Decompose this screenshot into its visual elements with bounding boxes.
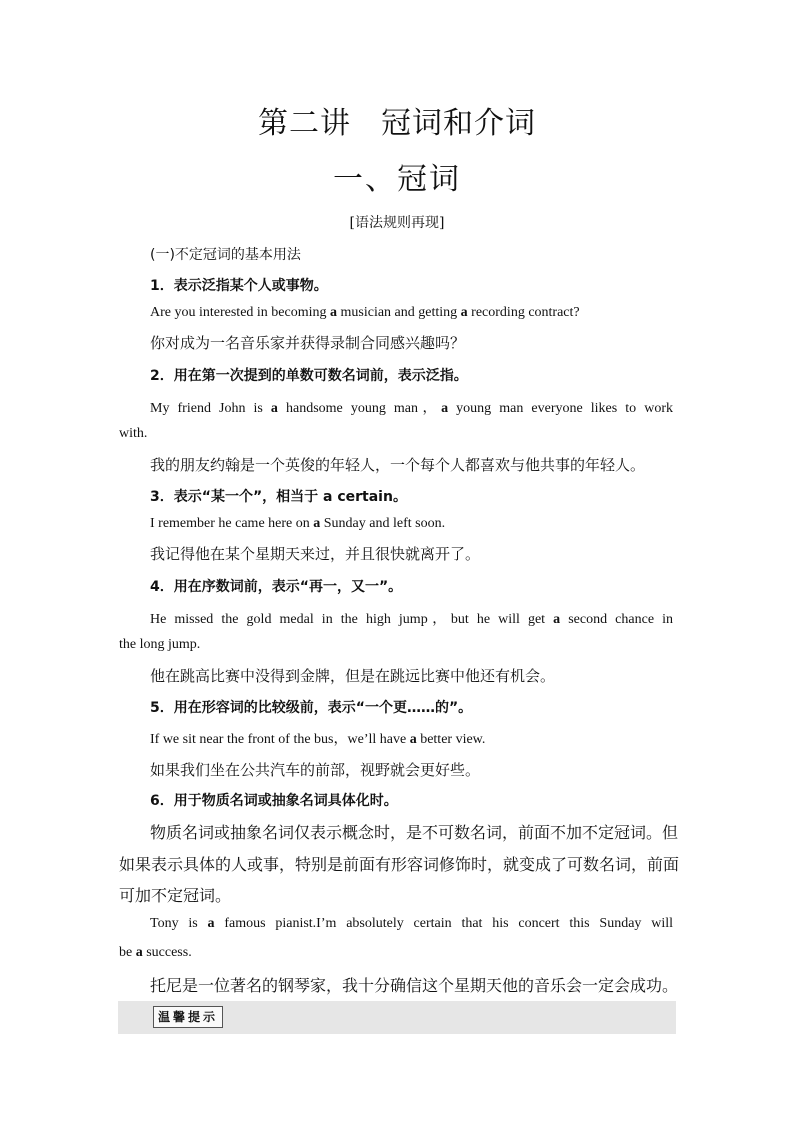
example-en-4-line2: the long jump. bbox=[119, 637, 201, 652]
lecture-topic: 冠词和介词 bbox=[381, 106, 536, 141]
rule-heading-3: 3．表示“某一个”，相当于 a certain。 bbox=[150, 489, 407, 505]
example-cn-4: 他在跳高比赛中没得到金牌，但是在跳远比赛中他还有机会。 bbox=[150, 667, 556, 685]
rule-heading-4: 4．用在序数词前，表示“再一，又一”。 bbox=[150, 579, 403, 595]
example-en-4-line1: He missed the gold medal in the high jump，but he will get a second chance in bbox=[150, 612, 674, 627]
example-en-2-line2: with. bbox=[119, 426, 148, 441]
example-en-5: If we sit near the front of the bus，we’ll have a better view. bbox=[150, 732, 486, 747]
tip-label: 温馨提示 bbox=[153, 1006, 223, 1028]
explanation-line-2: 如果表示具体的人或事，特别是前面有形容词修饰时，就变成了可数名词，前面 bbox=[119, 855, 680, 874]
lecture-title bbox=[0, 98, 794, 142]
rule-heading-1: 1．表示泛指某个人或事物。 bbox=[150, 278, 328, 294]
explanation-line-3: 可加不定冠词。 bbox=[119, 886, 232, 905]
lecture-number: 第二讲 bbox=[258, 106, 351, 141]
example-cn-3: 我记得他在某个星期天来过，并且很快就离开了。 bbox=[150, 545, 481, 563]
rule-heading-2: 2．用在第一次提到的单数可数名词前，表示泛指。 bbox=[150, 368, 468, 384]
example-en-1: Are you interested in becoming a musician and getting a recording contract? bbox=[150, 305, 580, 320]
section-subtitle: [语法规则再现] bbox=[349, 215, 445, 231]
example-cn-6: 托尼是一位著名的钢琴家，我十分确信这个星期天他的音乐会一定会成功。 bbox=[150, 976, 679, 995]
example-en-2-line1: My friend John is a handsome young man，a young man everyone likes to work bbox=[150, 401, 673, 416]
example-cn-5: 如果我们坐在公共汽车的前部，视野就会更好些。 bbox=[150, 761, 481, 779]
tip-bar bbox=[118, 1001, 676, 1034]
rule-heading-6: 6．用于物质名词或抽象名词具体化时。 bbox=[150, 793, 398, 809]
group-heading: (一)不定冠词的基本用法 bbox=[150, 247, 301, 263]
example-en-6-line1: Tony is a famous pianist.I’m absolutely certain that his concert this Sunday will bbox=[150, 916, 673, 931]
example-cn-2: 我的朋友约翰是一个英俊的年轻人，一个每个人都喜欢与他共事的年轻人。 bbox=[150, 456, 646, 474]
section-title: 一、冠词 bbox=[333, 162, 461, 197]
explanation-line-1: 物质名词或抽象名词仅表示概念时，是不可数名词，前面不加不定冠词。但 bbox=[150, 823, 679, 842]
example-cn-1: 你对成为一名音乐家并获得录制合同感兴趣吗？ bbox=[150, 334, 466, 352]
example-en-3: I remember he came here on a Sunday and left soon. bbox=[150, 516, 446, 531]
rule-heading-5: 5．用在形容词的比较级前，表示“一个更……的”。 bbox=[150, 700, 473, 716]
example-en-6-line2: be a success. bbox=[119, 945, 192, 960]
